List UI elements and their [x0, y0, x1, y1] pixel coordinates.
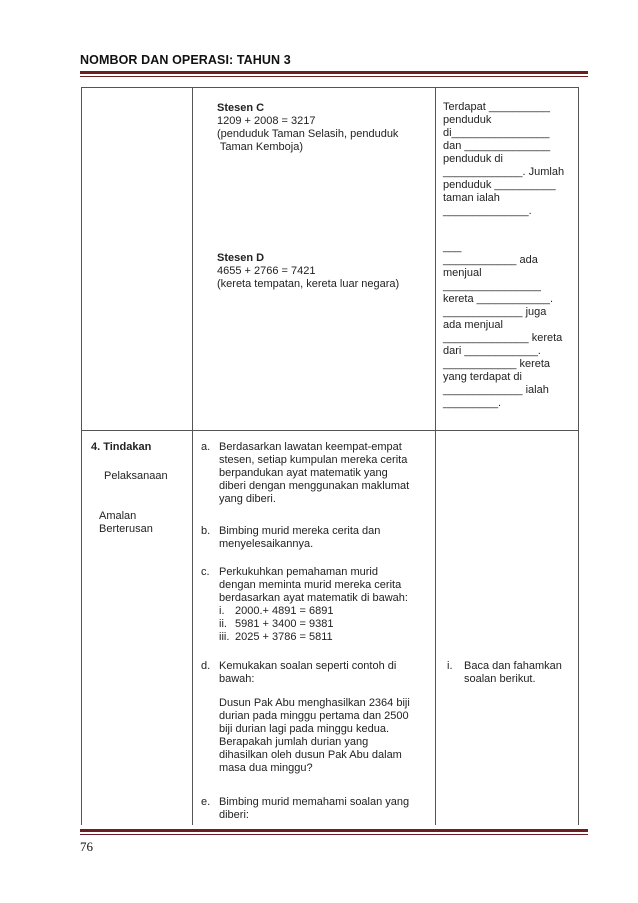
fill-line: penduduk — [443, 114, 492, 126]
fill-line: _____________ juga — [443, 306, 547, 318]
word-problem-line: dihasilkan oleh dusun Pak Abu dalam — [219, 749, 402, 761]
fill-line: ____________ kereta — [443, 358, 551, 370]
footer-rule-thin — [80, 834, 588, 835]
phase-label-line2: Berterusan — [99, 523, 153, 535]
list-line: diberi: — [219, 809, 249, 821]
list-line: Bimbing murid memahami soalan yang — [219, 796, 410, 808]
equation-marker: iii. — [219, 631, 230, 643]
list-line: Kemukakan soalan seperti contoh di — [219, 660, 397, 672]
equation-item — [219, 631, 431, 644]
page-number: 76 — [80, 839, 93, 854]
fill-line: ________________ — [443, 280, 541, 292]
table-divider-col1 — [192, 87, 193, 825]
list-marker: a. — [201, 441, 211, 453]
stesen-d-title: Stesen D — [217, 252, 265, 264]
header-rule-thin — [80, 76, 588, 77]
stesen-c-title: Stesen C — [217, 102, 265, 114]
fill-line: ______________ kereta — [443, 332, 563, 344]
stesen-c-note-line1: (penduduk Taman Selasih, penduduk — [217, 128, 399, 140]
list-marker: i. — [447, 660, 453, 672]
fill-line: ______________. — [443, 205, 532, 217]
stesen-c-note-line2: Taman Kemboja) — [217, 141, 304, 153]
list-line: berpandukan ayat matematik yang — [219, 467, 388, 479]
header-rule-thick — [80, 71, 588, 74]
stesen-c-equation: 1209 + 2008 = 3217 — [217, 115, 316, 127]
list-marker: d. — [201, 660, 211, 672]
table-divider-col2 — [435, 87, 436, 825]
table-border-right — [578, 87, 579, 825]
stesen-d-block — [217, 252, 432, 291]
list-line: Berdasarkan lawatan keempat-empat — [219, 441, 402, 453]
stesen-c-block — [217, 102, 432, 154]
list-line: bawah: — [219, 673, 255, 685]
fill-line: penduduk __________ — [443, 179, 556, 191]
word-problem-line: durian pada minggu pertama dan 2500 — [219, 710, 409, 722]
equation-marker: ii. — [219, 618, 227, 630]
spacer — [219, 686, 431, 697]
equation-text: 5981 + 3400 = 9381 — [235, 618, 334, 630]
fill-line: ____________ ada — [443, 254, 538, 266]
list-line: menyelesaikannya. — [219, 538, 314, 550]
list-line: diberi dengan menggunakan maklumat — [219, 480, 410, 492]
fill-line: Terdapat __________ — [443, 101, 551, 113]
fill-line: _________. — [443, 397, 502, 409]
document-header-title: NOMBOR DAN OPERASI: TAHUN 3 — [80, 53, 291, 67]
word-problem-line: Dusun Pak Abu menghasilkan 2364 biji — [219, 697, 410, 709]
stesen-d-note: (kereta tempatan, kereta luar negara) — [217, 278, 400, 290]
fill-line: kereta ____________. — [443, 293, 554, 305]
list-line: dengan meminta murid mereka cerita — [219, 579, 402, 591]
list-line: yang diberi. — [219, 493, 276, 505]
list-marker: c. — [201, 566, 210, 578]
list-line: Baca dan fahamkan — [464, 660, 562, 672]
fill-line: yang terdapat di — [443, 371, 522, 383]
fill-line: penduduk di — [443, 153, 503, 165]
phase-label-line1: Amalan — [99, 510, 137, 522]
list-line: berdasarkan ayat matematik di bawah: — [219, 592, 408, 604]
worksheet-fill-block-b — [443, 241, 575, 410]
word-problem-line: biji durian lagi pada minggu kedua. — [219, 723, 390, 735]
fill-line: _____________. Jumlah — [443, 166, 565, 178]
fill-line: dan ______________ — [443, 140, 551, 152]
equation-text: 2000.+ 4891 = 6891 — [235, 605, 334, 617]
list-line: Bimbing murid mereka cerita dan — [219, 525, 381, 537]
fill-line: dari ____________. — [443, 345, 541, 357]
list-line: Perkukuhkan pemahaman murid — [219, 566, 378, 578]
worksheet-fill-block-a — [443, 101, 575, 218]
phase-label-pelaksanaan: Pelaksanaan — [104, 470, 168, 482]
table-border-top — [81, 87, 579, 88]
equation-marker: i. — [219, 605, 225, 617]
list-line: stesen, setiap kumpulan mereka cerita — [219, 454, 408, 466]
list-line: soalan berikut. — [464, 673, 536, 685]
fill-line: taman ialah — [443, 192, 500, 204]
word-problem-line: Berapakah jumlah durian yang — [219, 736, 369, 748]
fill-line: ___ — [443, 241, 462, 253]
fill-line: menjual — [443, 267, 482, 279]
list-marker: e. — [201, 796, 211, 808]
equation-text: 2025 + 3786 = 5811 — [235, 631, 333, 643]
phase-label-amalan-berterusan — [99, 510, 153, 536]
table-border-left — [81, 87, 82, 825]
equation-item — [219, 618, 431, 631]
table-row-divider — [81, 430, 579, 431]
footer-rule-thick — [80, 829, 588, 832]
word-problem-line: masa dua minggu? — [219, 762, 313, 774]
step-title: 4. Tindakan — [91, 441, 152, 453]
equation-item — [219, 605, 431, 618]
fill-line: ada menjual — [443, 319, 503, 331]
stesen-d-equation: 4655 + 2766 = 7421 — [217, 265, 316, 277]
list-marker: b. — [201, 525, 211, 537]
fill-line: di________________ — [443, 127, 550, 139]
fill-line: _____________ ialah — [443, 384, 549, 396]
